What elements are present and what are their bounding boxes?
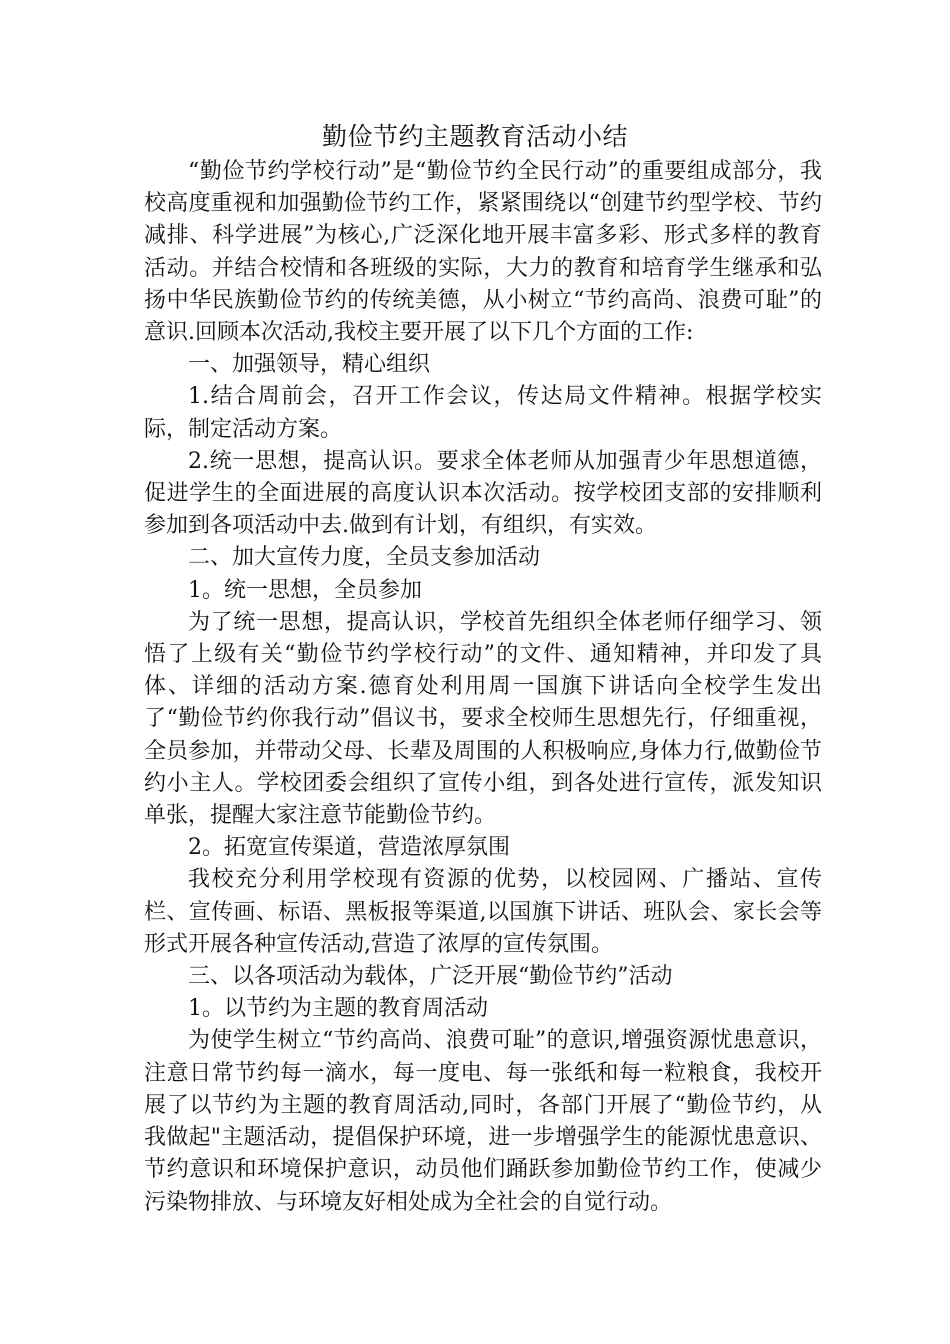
section-heading-3: 三、以各项活动为载体，广泛开展“勤俭节约”活动 bbox=[188, 964, 673, 990]
paragraph-2-2: 我校充分利用学校现有资源的优势，以校园网、广播站、宣传栏、宣传画、标语、黑板报等渠道,以国旗下讲话、班队会、家长会等形式开展各种宣传活动,营造了浓厚的宣传氛围。 bbox=[144, 867, 822, 957]
paragraph-2-1: 为了统一思想，提高认识，学校首先组织全体老师仔细学习、领悟了上级有关“勤俭节约学校行动”的文件、通知精神，并印发了具体、详细的活动方案.德育处利用周一国旗下讲话向全校学生发出了“勤俭节约你我行动”倡议书，要求全校师生思想先行，仔细重视，全员参加，并带动父母、长辈及周围的人积极响应,身体力行,做勤俭节约小主人。学校团委会组织了宣传小组，到各处进行宣传，派发知识单张，提醒大家注意节能勤俭节约。 bbox=[144, 609, 822, 829]
subheading-3-1: 1。以节约为主题的教育周活动 bbox=[188, 996, 488, 1022]
paragraph-3-1: 为使学生树立“节约高尚、浪费可耻”的意识,增强资源忧患意识，注意日常节约每一滴水，每一度电、每一张纸和每一粒粮食，我校开展了以节约为主题的教育周活动,同时，各部门开展了“勤俭节约，从我做起"主题活动，提倡保护环境，进一步增强学生的能源忧患意识、节约意识和环境保护意识，动员他们踊跃参加勤俭节约工作，使减少污染物排放、与环境友好相处成为全社会的自觉行动。 bbox=[144, 1028, 822, 1215]
section-heading-1: 一、加强领导，精心组织 bbox=[188, 352, 431, 378]
document-title: 勤俭节约主题教育活动小结 bbox=[321, 122, 628, 151]
document-body bbox=[144, 156, 822, 1219]
paragraph-intro: “勤俭节约学校行动”是“勤俭节约全民行动”的重要组成部分，我校高度重视和加强勤俭节约工作，紧紧围绕以“创建节约型学校、节约减排、科学进展”为核心,广泛深化地开展丰富多彩、形式多样的教育活动。并结合校情和各班级的实际，大力的教育和培育学生继承和弘扬中华民族勤俭节约的传统美德，从小树立“节约高尚、浪费可耻”的意识.回顾本次活动,我校主要开展了以下几个方面的工作: bbox=[144, 159, 822, 346]
paragraph-1-2: 2.统一思想，提高认识。要求全体老师从加强青少年思想道德，促进学生的全面进展的高度认识本次活动。按学校团支部的安排顺利参加到各项活动中去.做到有计划，有组织，有实效。 bbox=[144, 448, 822, 539]
subheading-2-2: 2。拓宽宣传渠道，营造浓厚氛围 bbox=[188, 835, 510, 861]
section-heading-2: 二、加大宣传力度，全员支参加活动 bbox=[188, 545, 541, 571]
paragraph-1-1: 1.结合周前会，召开工作会议，传达局文件精神。根据学校实际，制定活动方案。 bbox=[144, 384, 822, 442]
subheading-2-1: 1。统一思想，全员参加 bbox=[188, 577, 422, 603]
